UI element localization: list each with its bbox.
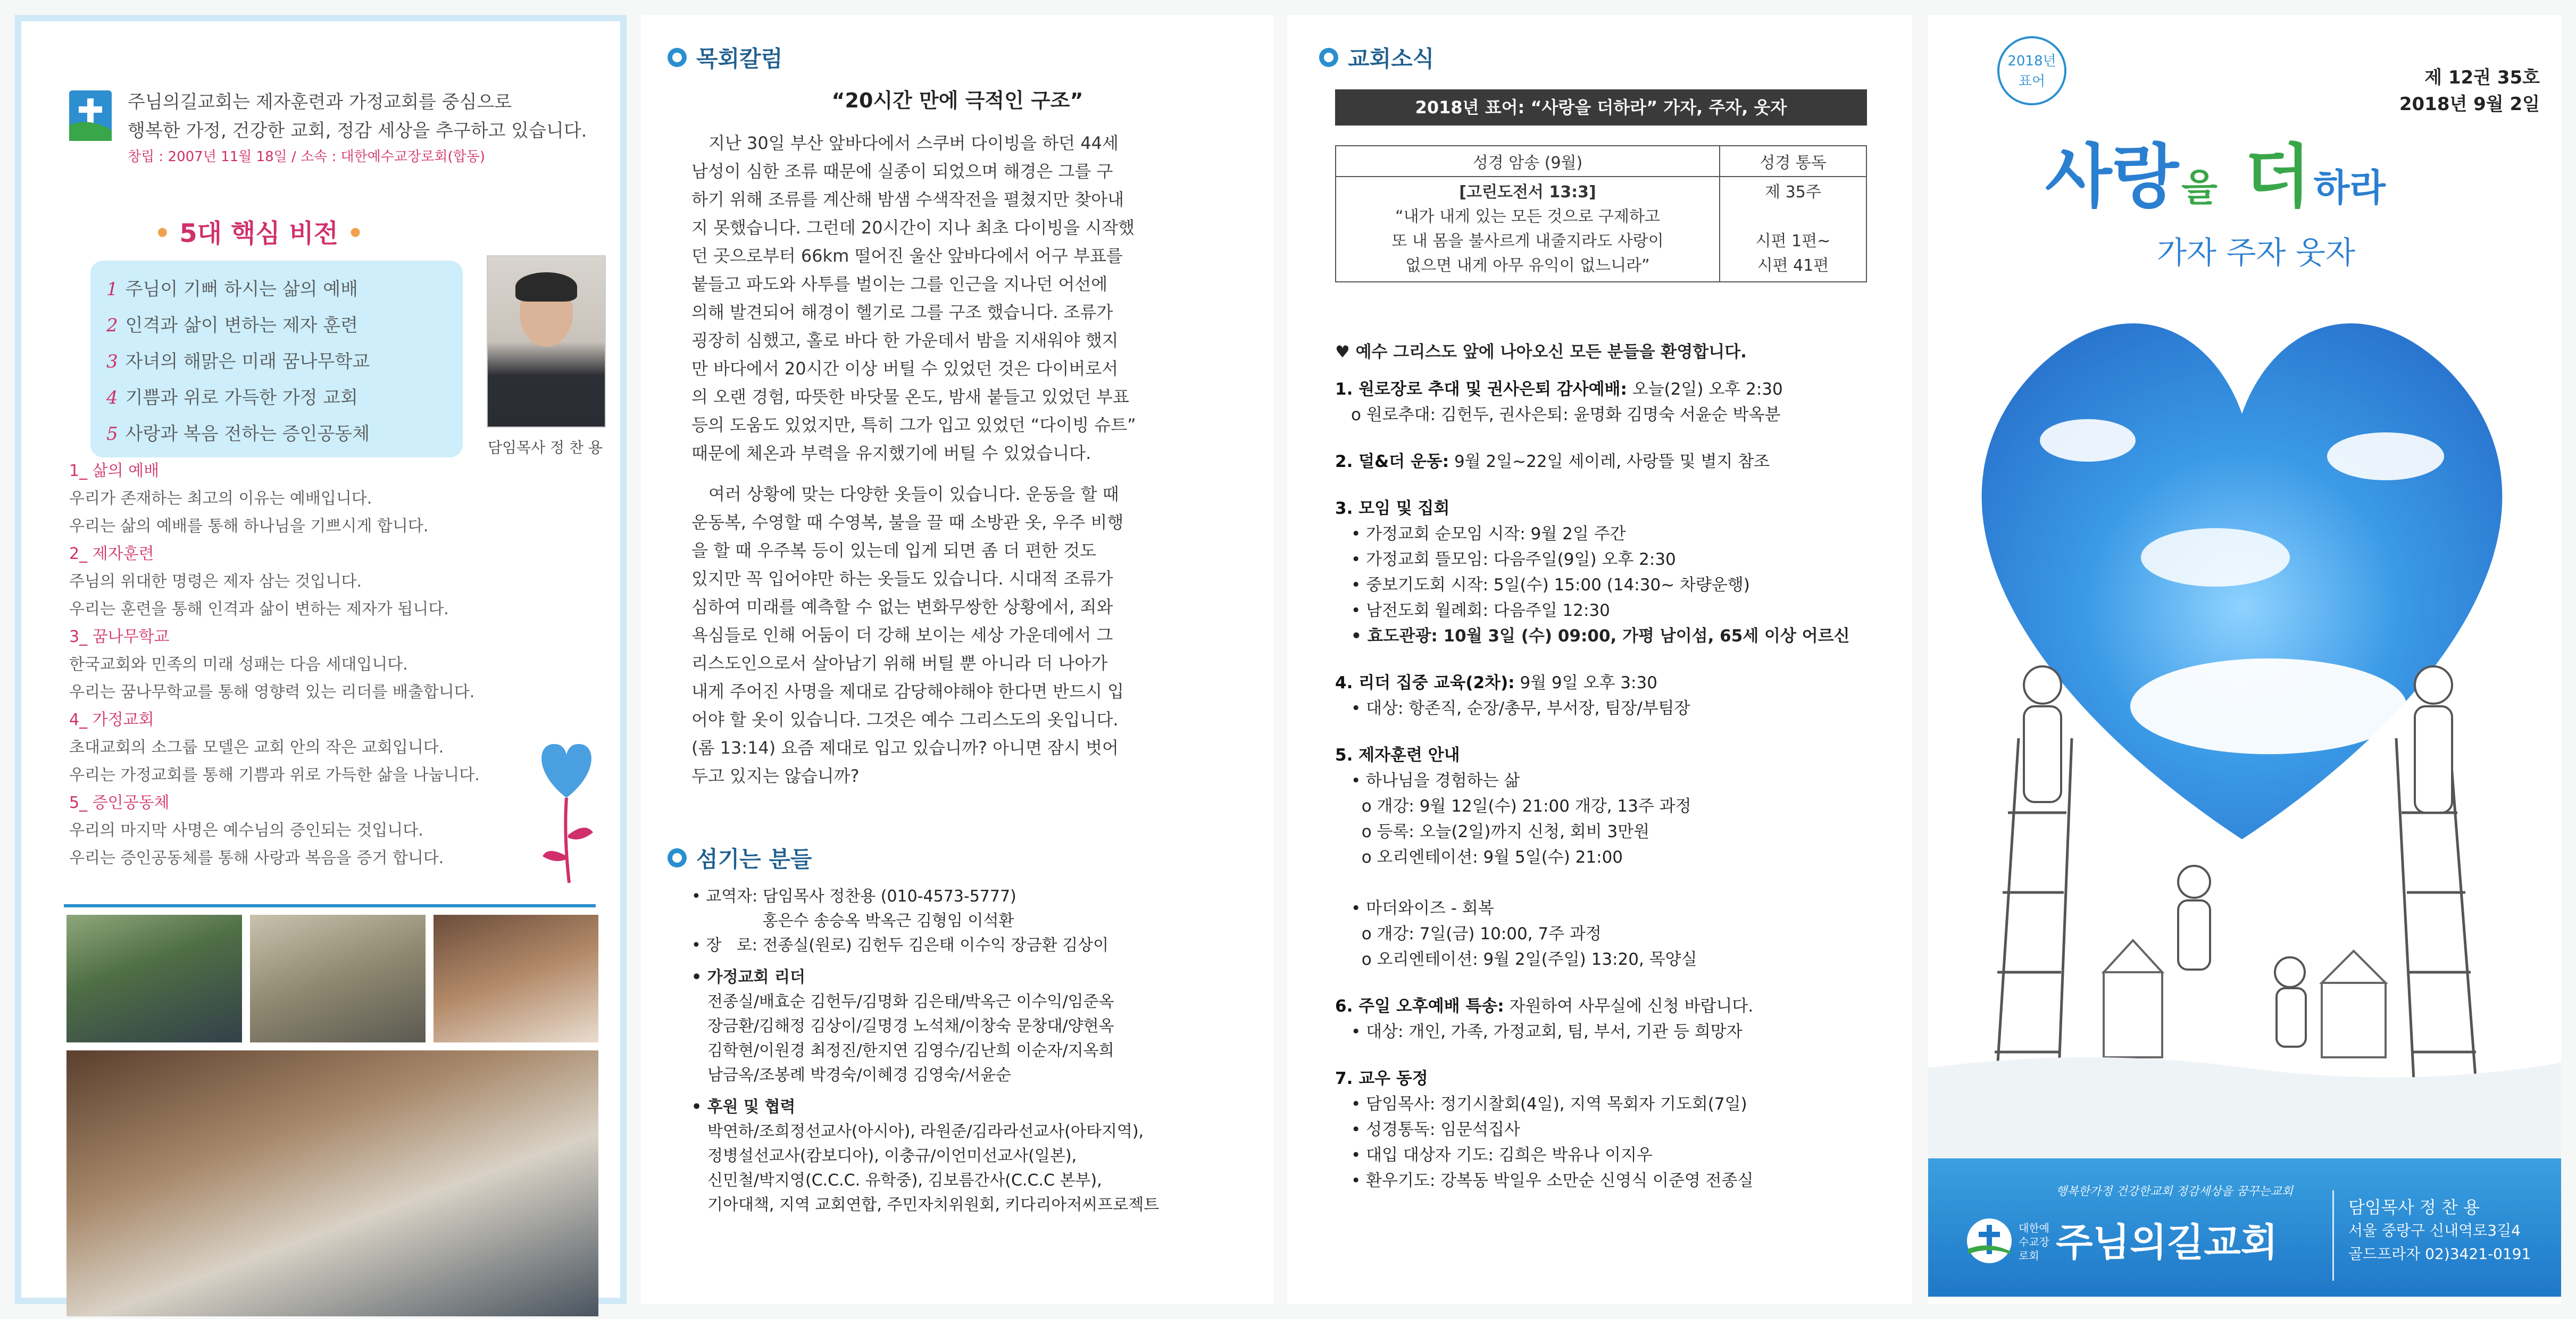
article-paragraph-1: 지난 30일 부산 앞바다에서 스쿠버 다이빙을 하던 44세 남성이 심한 조류 때문에 실종이 되었으며 해경은 그를 구 하기 위해 조류를 계산해 밤샘 수색작전을 펼쳤지만 찾아내 지 못했습니다. 그런데 20시간이 지나 최초 다이빙을 시작했 던 곳으로부터 66km 떨어진 울산 앞바다에서 어구 부표를 붙들고 파도와 사투를 벌이는 그를 인근을 지나던 어선에 의해 발견되어 해경이 헬기로 그를 구조 했습니다. 조류가 굉장히 심했고, 홀로 바다 한 가운데서 밤을 지새워야 했지 만 바다에서 20시간 이상 버틸 수 있었던 것은 다이버로서 의 오랜 경험, 따뜻한 바닷물 온도, 밤새 붙들고 있었던 부표 등의 도움도 있었지만, 특히 그가 입고 있었던 “다이빙 슈트” 때문에 체온과 부력을 유지했기에 버틸 수 있었습니다. [691,133,1136,463]
pastor-photo [487,255,606,428]
left-panel [15,15,627,1304]
section-bullet-icon [1319,48,1338,67]
section-bullet-icon [668,848,687,867]
news-item: 1. 원로장로 추대 및 권사은퇴 감사예배: 오늘(2일) 오후 2:30 o 원로추대: 김헌두, 권사은퇴: 윤명화 김명숙 서윤순 박옥분 [1335,380,1783,424]
vision-descriptions: 1_ 삶의 예배 우리가 존재하는 최고의 이유는 예배입니다. 우리는 삶의 예배를 통해 하나님을 기쁘시게 합니다. 2_ 제자훈련 주님의 위대한 명령은 제자 삼는 것입니다. 우리는 훈련을 통해 인격과 삶이 변하는 제자가 됩니다. 3_ 꿈나무학교 한국교회와 민족의 미래 성패는 다음 세대입니다. 우리는 꿈나무학교를 통해 영향력 있는 리더를 배출합니다. 4_ 가정교회 초대교회의 소그룹 모델은 교회 안의 작은 교회입니다. 우리는 가정교회를 통해 기쁨과 위로 가득한 삶을 나눕니다. 5_ 증인공동체 우리의 마지막 사명은 예수님의 증인되는 것입니다. 우리는 증인공동체를 통해 사랑과 복음을 증거 합니다. [69,457,548,872]
verse-reference: [고린도전서 13:3] [1459,183,1596,202]
motto-bar: 2018년 표어: “사랑을 더하라” 가자, 주자, 웃자 [1335,89,1867,126]
founded-line: 창립 : 2007년 11월 18일 / 소속 : 대한예수교장로회(합동) [128,149,485,165]
pastor-caption: 담임목사 정 찬 용 [487,439,603,456]
vision-item: 2 인격과 삶이 변하는 제자 훈련 [106,315,358,336]
photo-group-1 [66,915,242,1042]
vision-heading: 5_ 증인공동체 [69,794,170,812]
intro-line-2: 행복한 가정, 건강한 교회, 정감 세상을 추구하고 있습니다. [128,120,587,141]
photo-group-2 [250,915,426,1042]
intro-line-1: 주님의길교회는 제자훈련과 가정교회를 중심으로 [128,91,512,113]
footer-denomination: 대한예수교장로회 [2019,1222,2049,1262]
support-title: • 후원 및 협력 [691,1098,796,1116]
bible-reading-cell: 제 35주 시편 1편~ 시편 41편 [1720,177,1866,282]
vision-item: 4 기쁨과 위로 가득한 가정 교회 [106,387,358,408]
servers-list: • 교역자: 담임목사 정찬용 (010-4573-5777) 홍은수 송승옥 박옥근 김형임 이석환 • 장 로: 전종실(원로) 김헌두 김은태 이수익 장금환 김상이 • 가정교회 리더 전종실/배효순 김헌두/김명화 김은태/박옥근 이수익/임준옥 장금환/김해정 김상이/길명경 노석채/이창숙 문창대/양현옥 김학현/이원경 최정진/한지연 김영수/김난희 이순자/지옥희 남금옥/조봉례 박경숙/이혜경 김영숙/서윤순 • 후원 및 협력 박연하/조희정선교사(아시아), 라원준/김라라선교사(아타지역), 정병설선교사(캄보디아), 이충규/이언미선교사(일본), 신민철/박지영(C.C.C. 유학중), 김보름간사(C.C.C 본부), 기아대책, 지역 교회연합, 주민자치위원회, 키다리아저씨프로젝트 [691,884,1255,1217]
news-item: 6. 주일 오후예배 특송: 자원하여 사무실에 신청 바랍니다. • 대상: 개인, 가족, 가정교회, 팀, 부서, 기관 등 희망자 [1335,997,1754,1041]
news-item: 3. 모임 및 집회 • 가정교회 순모임 시작: 9월 2일 주간 • 가정교회 뜰모임: 다음주일(9일) 오후 2:30 • 중보기도회 시작: 5일(수) 15:00 (14:30~ 차량운행) • 남전도회 월례회: 다음주일 12:30 • 효도관광: 10월 3일 (수) 09:00, 가평 남이섬, 65세 이상 어르신 [1335,499,1850,646]
news-item: 7. 교우 동정 • 담임목사: 정기시찰회(4일), 지역 목회자 기도회(7일) • 성경통독: 임문석집사 • 대입 대상자 기도: 김희은 박유나 이지우 • 환우기도: 강복동 박일우 소만순 신영식 이준영 전종실 [1335,1069,1754,1190]
leaders-title: • 가정교회 리더 [691,968,805,987]
footer-slogan: 행복한가정 건강한교회 정감세상을 꿈꾸는교회 [2056,1185,2294,1198]
vision-title-text: 5대 핵심 비전 [179,219,339,248]
issue-number: 제 12권 35호 [2424,67,2540,88]
column-section-header [668,41,782,73]
news-item: 5. 제자훈련 안내 • 하나님을 경험하는 삶 o 개강: 9월 12일(수) 21:00 개강, 13주 과정 o 등록: 오늘(2일)까지 신청, 회비 3만원 o 오리엔테이션: 9월 5일(수) 21:00 • 마더와이즈 - 회복 o 개강: 7일(금) 10:00, 7주 과정 o 오리엔테이션: 9월 2일(주일) 13:20, 목양실 [1335,746,1697,969]
footer-divider [2332,1190,2334,1281]
year-badge: 2018년 표어 [1997,36,2066,105]
column-section-title: 목회칼럼 [696,46,783,72]
vision-item: 5 사랑과 복음 전하는 증인공동체 [106,423,370,445]
footer-plaza: 골드프라자 02)3421-0191 [2348,1245,2531,1263]
vision-item: 3 자녀의 해맑은 미래 꿈나무학교 [106,351,370,372]
bible-verse-cell: [고린도전서 13:3] “내가 내게 있는 모든 것으로 구제하고 또 내 몸을 불사르게 내줄지라도 사랑이 없으면 내게 아무 유익이 없느니라” [1336,177,1720,282]
vision-list [90,261,463,457]
photo-choir [66,1050,598,1316]
footer-address: 서울 중랑구 신내역로3길4 [2348,1222,2521,1239]
footer-church-name: 주님의길교회 [2056,1220,2278,1265]
news-section-title: 교회소식 [1348,46,1435,72]
news-item: 2. 덜&더 운동: 9월 2일~22일 세이레, 사랑뜰 및 별지 참조 [1335,452,1770,471]
vision-heading: 3_ 꿈나무학교 [69,628,170,646]
welcome-line: ♥ 예수 그리스도 앞에 나아오신 모든 분들을 환영합니다. [1335,343,1747,362]
bible-table [1335,145,1867,282]
section-bullet-icon [668,48,687,67]
divider [64,904,596,907]
servers-section-header [668,842,812,874]
news-section-header [1319,41,1434,73]
cover-panel [1928,15,2561,1304]
vision-heading: 4_ 가정교회 [69,711,154,729]
bible-memorize-header: 성경 암송 (9월) [1336,146,1720,177]
bible-reading-header: 성경 통독 [1720,146,1866,177]
footer-pastor: 담임목사 정 찬 용 [2348,1197,2480,1217]
cover-footer [1928,1158,2561,1297]
photo-group-3 [433,915,598,1042]
servers-section-title: 섬기는 분들 [696,846,812,872]
cover-subtitle: 가자 주자 웃자 [2157,235,2356,271]
church-logo-icon [69,85,112,144]
news-item: 4. 리더 집중 교육(2차): 9월 9일 오후 3:30 • 대상: 항존직, 순장/총무, 부서장, 팀장/부팀장 [1335,673,1690,718]
heart-plant-icon [527,729,606,890]
vision-heading: 1_ 삶의 예배 [69,462,160,480]
heart-illustration [1928,281,2561,1174]
column-panel [641,15,1274,1304]
vision-item: 1 주님이 기뻐 하시는 삶의 예배 [106,279,358,300]
news-items [1335,377,1899,1193]
vision-heading: 2_ 제자훈련 [69,545,154,563]
vision-title: • 5대 핵심 비전 • [154,219,364,248]
footer-logo-icon [1965,1217,2013,1267]
cover-title: 사랑 을 더 하라 [2045,136,2386,217]
issue-date: 2018년 9월 2일 [2399,94,2540,115]
article-paragraph-2: 여러 상황에 맞는 다양한 옷들이 있습니다. 운동을 할 때 운동복, 수영할 때 수영복, 불을 끌 때 소방관 옷, 우주 비행 을 할 때 우주복 등이 있는데 입게 되면 좀 더 편한 것도 있지만 꼭 입어야만 하는 옷들도 있습니다. 시대적 조류가 심하여 미래를 예측할 수 없는 변화무쌍한 상황에서, 죄와 욕심들로 인해 어둠이 더 강해 보이는 세상 가운데에서 그 리스도인으로서 살아남기 위해 버틸 뿐 아니라 더 나아가 내게 주어진 사명을 제대로 감당해야해야 한다면 반드시 입 어야 할 옷이 있습니다. 그것은 예수 그리스도의 옷입니다. (롬 13:14) 요즘 제대로 입고 있습니까? 아니면 잠시 벗어 두고 있지는 않습니까? [691,484,1124,786]
article-title: “20시간 만에 극적인 구조” [831,89,1083,112]
news-panel [1287,15,1912,1304]
